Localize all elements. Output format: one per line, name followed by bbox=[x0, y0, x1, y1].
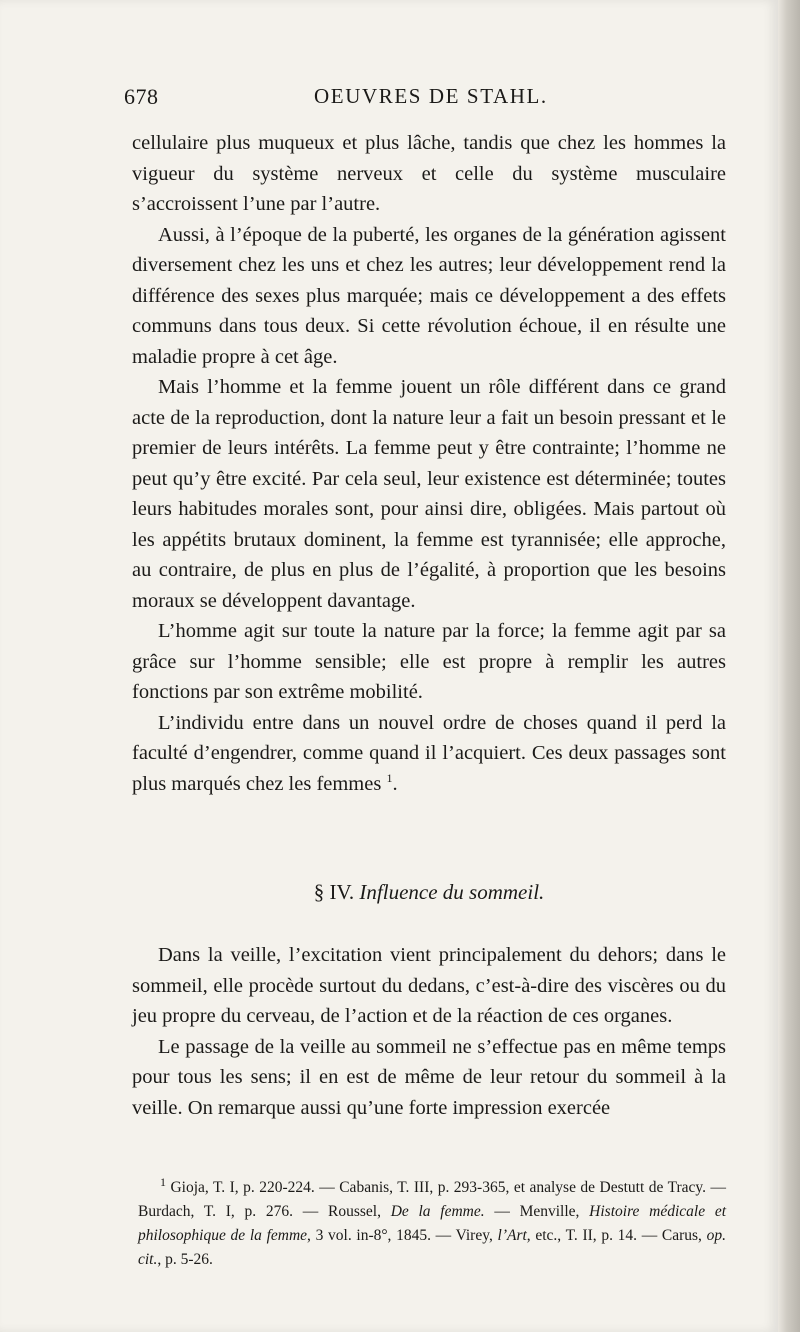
body-text-section-4 bbox=[132, 940, 726, 1123]
footnote-part-4: , etc., T. II, p. 14. — Carus, bbox=[526, 1227, 702, 1244]
footnotes bbox=[138, 1176, 726, 1272]
page-number: 678 bbox=[124, 84, 159, 109]
section-title: Influence du sommeil. bbox=[359, 880, 545, 904]
section-heading bbox=[132, 880, 726, 905]
paragraph-3: Mais l’homme et la femme jouent un rôle différent dans ce grand acte de la reproduction, dont la nature leur a fait un besoin pressant et le premier de leurs intérêts. La femme peut y être contrainte; l’homme ne peut qu’y être excité. Par cela seul, leur existence est déterminée; toutes leurs habitudes morales sont, pour ainsi dire, obligées. Mais partout où les appétits brutaux dominent, la femme est tyrannisée; elle approche, au contraire, de plus en plus de l’égalité, à proportion que les besoins moraux se développent davantage. bbox=[132, 376, 726, 612]
footnote-part-5: , p. 5-26. bbox=[157, 1251, 213, 1268]
footnote-title-1: De la femme. bbox=[390, 1203, 485, 1220]
page-header bbox=[124, 82, 724, 116]
footnote-part-3: , 3 vol. in-8°, 1845. — Virey, bbox=[307, 1227, 493, 1244]
paragraph-7: Le passage de la veille au sommeil ne s’effectue pas en même temps pour tous les sens; il en est de même de leur retour du sommeil à la veille. On remarque aussi qu’une forte impression exercée bbox=[132, 1035, 726, 1119]
footnote-title-2: Histoire médicale et philosophique de la femme bbox=[138, 1203, 727, 1244]
footnote-part-2: — Menville, bbox=[494, 1203, 580, 1220]
footnote-title-4: op. cit. bbox=[138, 1227, 726, 1268]
page-edge bbox=[778, 0, 800, 1332]
paragraph-6: Dans la veille, l’excitation vient principalement du dehors; dans le sommeil, elle procède surtout du dedans, c’est-à-dire des viscères ou du jeu propre du cerveau, de l’action et de la réaction de ces organes. bbox=[132, 944, 726, 1027]
paragraph-2: Aussi, à l’époque de la puberté, les organes de la génération agissent diversement chez les uns et chez les autres; leur développement rend la différence des sexes plus marquée; mais ce développement a des effets communs dans tous deux. Si cette révolution échoue, il en résulte une maladie propre à cet âge. bbox=[132, 223, 726, 368]
running-head: OEUVRES DE STAHL. bbox=[314, 84, 548, 108]
footnote-1 bbox=[138, 1176, 726, 1272]
paragraph-5-text: L’individu entre dans un nouvel ordre de choses quand il perd la faculté d’engendrer, comme quand il l’acquiert. Ces deux passages sont plus marqués chez les femmes bbox=[132, 711, 726, 795]
paragraph-4: L’homme agit sur toute la nature par la force; la femme agit par sa grâce sur l’homme sensible; elle est propre à remplir les autres fonctions par son extrême mobilité. bbox=[132, 620, 726, 703]
paragraph-5 bbox=[132, 708, 726, 800]
footnote-title-3: l’Art bbox=[497, 1227, 527, 1244]
body-text bbox=[132, 128, 726, 799]
paragraph-5-end: . bbox=[392, 772, 398, 795]
footnote-part-1: Gioja, T. I, p. 220-224. — Cabanis, T. III, p. 293-365, et analyse de Destutt de Tracy. — Burdach, T. I, p. 276. — Roussel, bbox=[138, 1179, 727, 1220]
section-number: § IV. bbox=[313, 880, 355, 904]
footnote-reference[interactable]: 1 bbox=[386, 770, 393, 785]
footnote-marker: 1 bbox=[160, 1174, 166, 1189]
paragraph-1: cellulaire plus muqueux et plus lâche, tandis que chez les hommes la vigueur du système nerveux et celle du système musculaire s’accroissent l’une par l’autre. bbox=[132, 132, 726, 215]
